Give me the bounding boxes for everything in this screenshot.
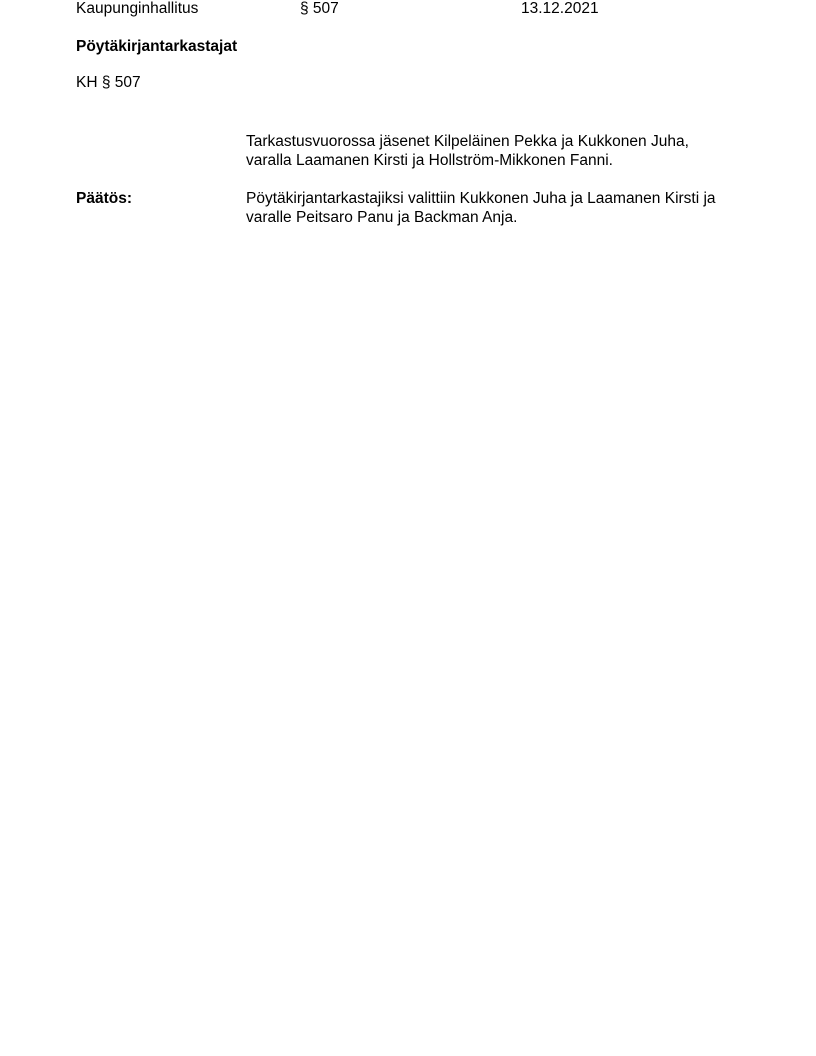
decision-label: Päätös: [76,190,132,207]
header-section-number: § 507 [300,0,339,17]
header-date: 13.12.2021 [521,0,599,17]
decision-line: Pöytäkirjantarkastajiksi valittiin Kukkonen Juha ja Laamanen Kirsti ja [246,190,716,207]
decision-paragraph [246,189,766,227]
item-reference: KH § 507 [76,74,141,91]
item-title: Pöytäkirjantarkastajat [76,38,238,55]
intro-line: varalla Laamanen Kirsti ja Hollström-Mikkonen Fanni. [246,152,613,169]
header-organization: Kaupunginhallitus [76,0,199,17]
intro-line: Tarkastusvuorossa jäsenet Kilpeläinen Pekka ja Kukkonen Juha, [246,133,689,150]
intro-paragraph [246,132,766,170]
decision-line: varalle Peitsaro Panu ja Backman Anja. [246,209,518,226]
